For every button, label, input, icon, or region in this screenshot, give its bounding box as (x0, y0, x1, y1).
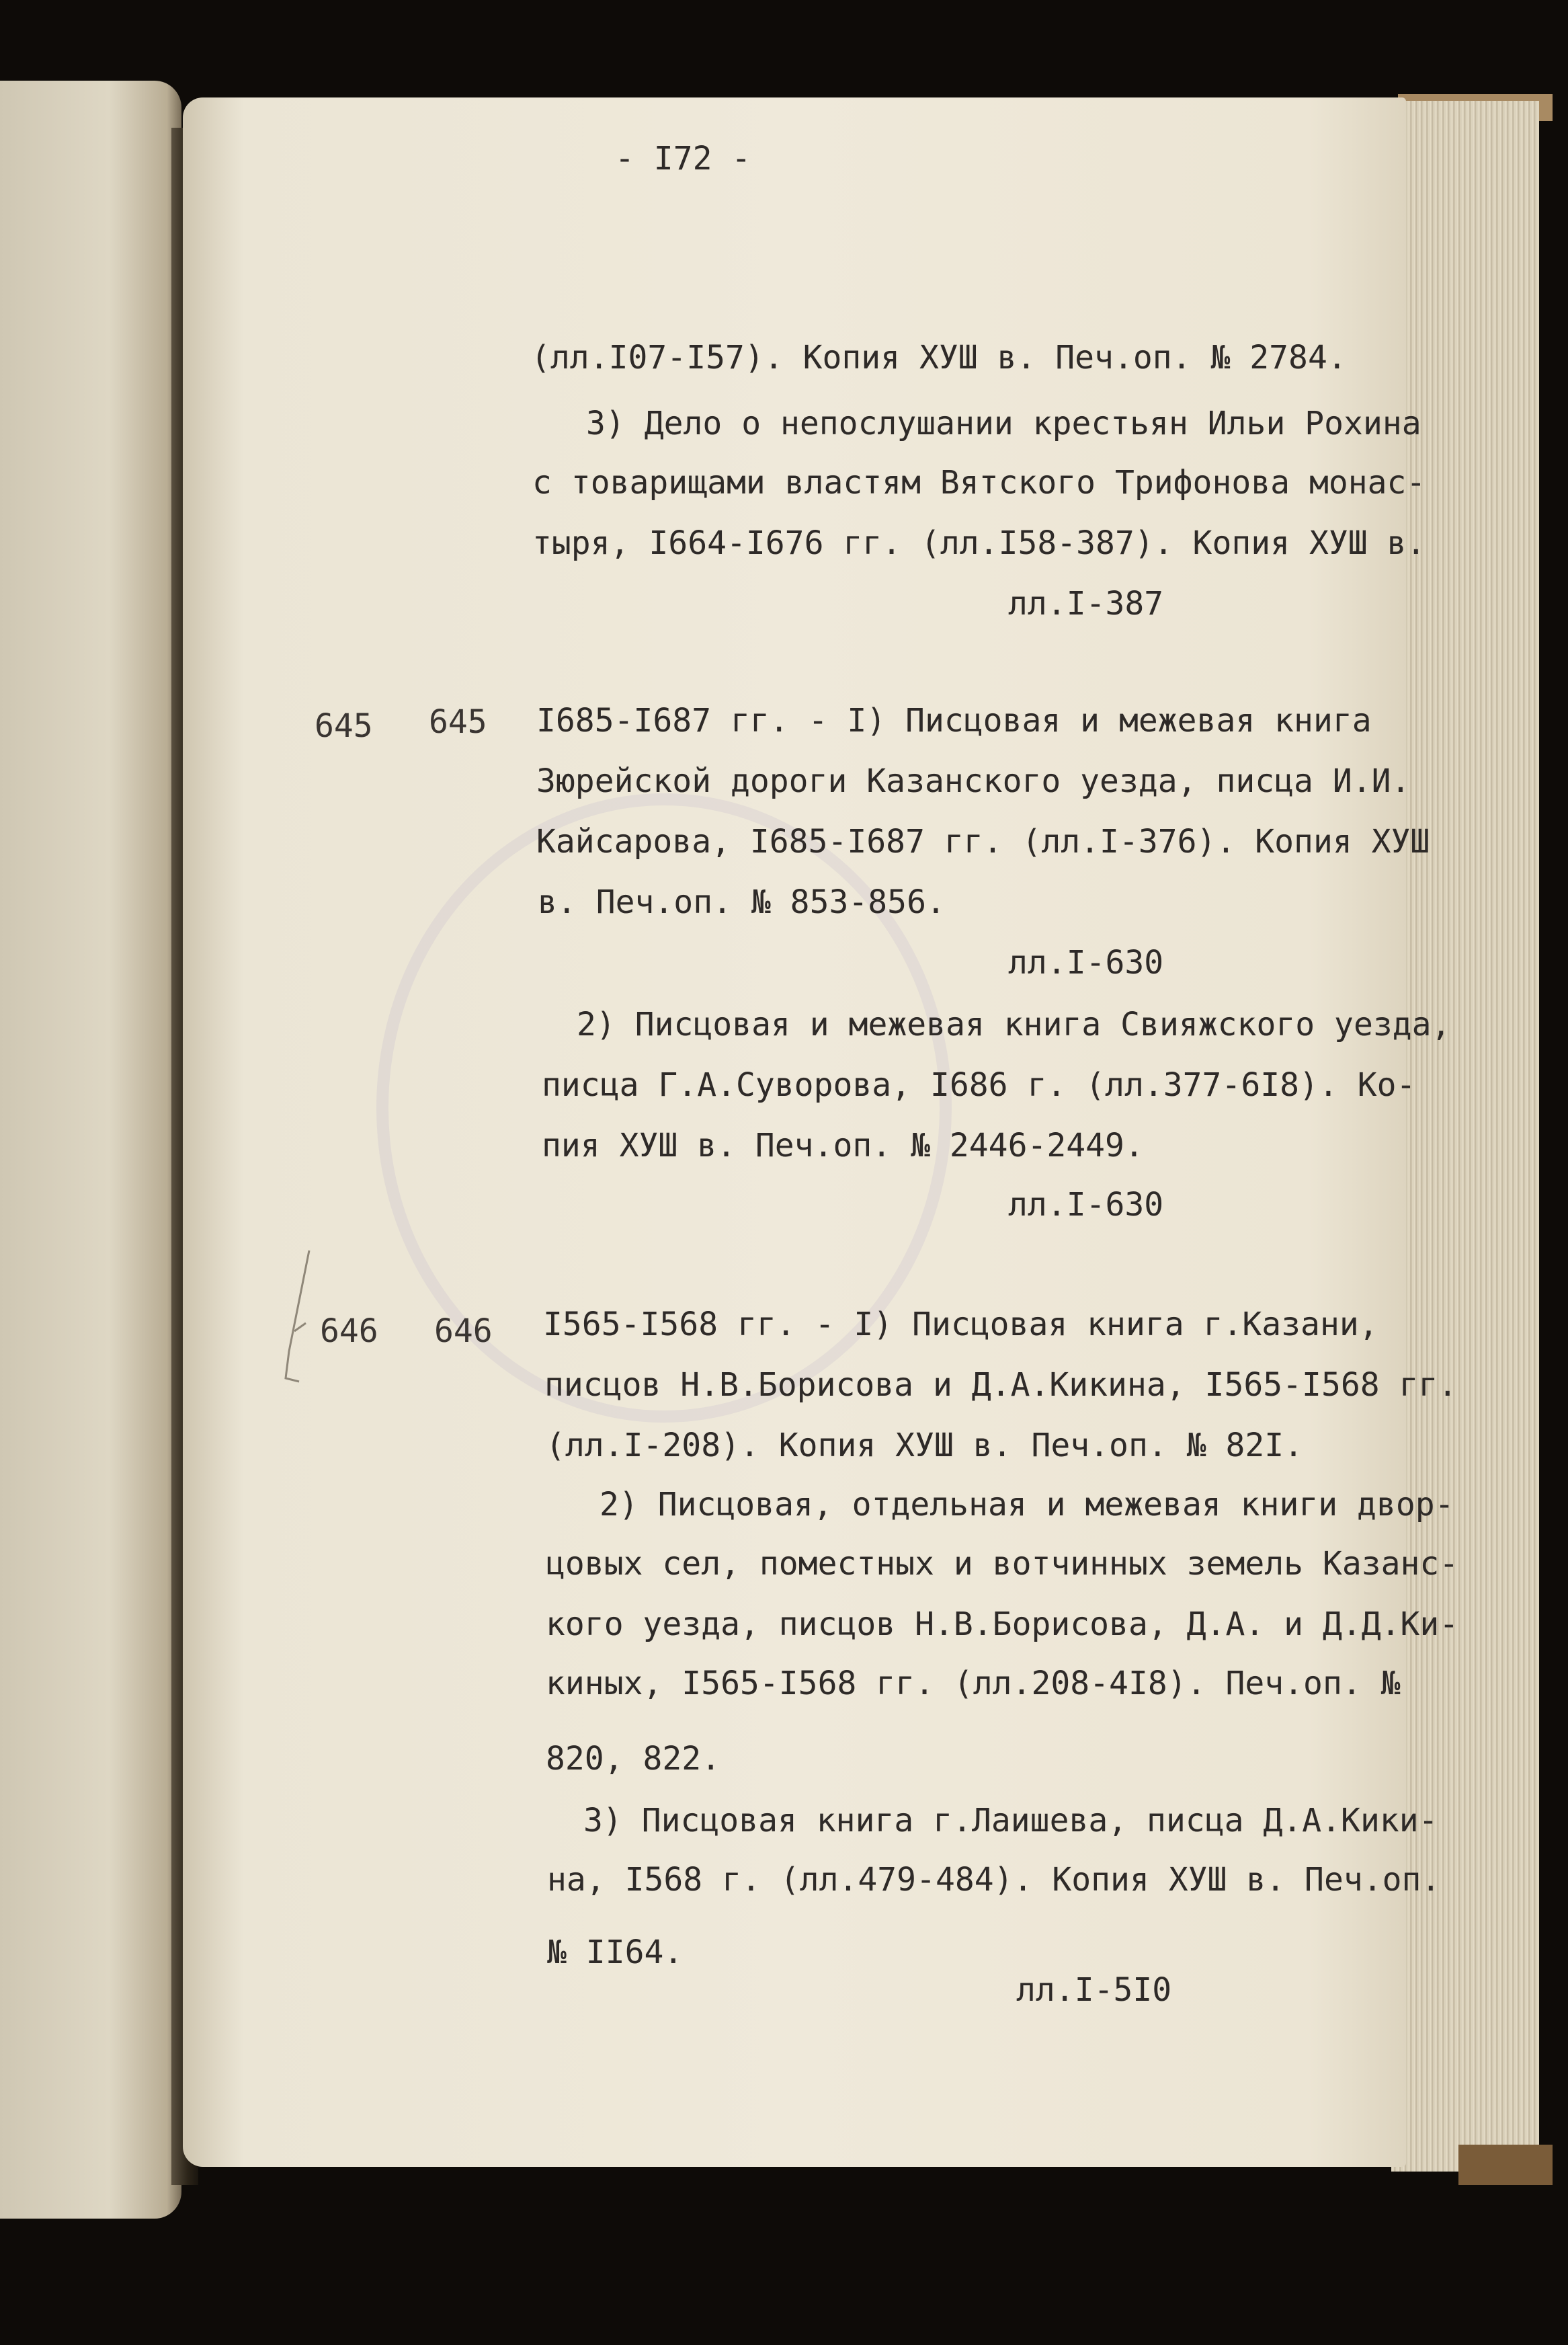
entry-646-line-4: 2) Писцовая, отдельная и межевая книги двор- (600, 1486, 1454, 1523)
entry-646-line-9: 3) Писцовая книга г.Лаишева, писца Д.А.Кики- (583, 1802, 1438, 1839)
continuation-line-1: (лл.I07-I57). Копия ХУШ в. Печ.оп. № 2784. (531, 339, 1347, 376)
entry-646-line-2: писцов Н.В.Борисова и Д.А.Кикина, I565-I568 гг. (544, 1366, 1458, 1404)
continuation-line-2: 3) Дело о непослушании крестьян Ильи Рохина (586, 405, 1421, 442)
entry-645-item-2-line-2: писца Г.А.Суворова, I686 г. (лл.377-6I8). Ко- (542, 1066, 1416, 1104)
left-page (0, 81, 181, 2219)
entry-645-line-3: Кайсарова, I685-I687 гг. (лл.I-376). Копия ХУШ (536, 823, 1430, 861)
entry-646-line-1: I565-I568 гг. - I) Писцовая книга г.Казани, (543, 1306, 1378, 1343)
entry-645-line-1: I685-I687 гг. - I) Писцовая и межевая книга (536, 702, 1372, 740)
continuation-line-3: с товарищами властям Вятского Трифонова монас- (532, 464, 1426, 502)
entry-646-sheets: лл.I-5I0 (1016, 1971, 1172, 2009)
entry-645-sheets-2: лл.I-630 (1008, 1186, 1164, 1224)
entry-646-number: 646 (434, 1312, 493, 1350)
entry-646-line-7: киных, I565-I568 гг. (лл.208-4I8). Печ.оп. № (546, 1665, 1401, 1702)
entry-646-margin-number: 646 (320, 1312, 378, 1350)
entry-645-line-4: в. Печ.оп. № 853-856. (538, 883, 946, 921)
entry-646-line-3: (лл.I-208). Копия ХУШ в. Печ.оп. № 82I. (546, 1427, 1304, 1464)
entry-646-line-10: на, I568 г. (лл.479-484). Копия ХУШ в. Печ.оп. (547, 1861, 1441, 1899)
entry-646-line-8: 820, 822. (546, 1740, 721, 1778)
entry-646-line-6: кого уезда, писцов Н.В.Борисова, Д.А. и Д.Д.Ки- (546, 1605, 1459, 1643)
entry-645-item-2-line-1: 2) Писцовая и межевая книга Свияжского уезда, (577, 1006, 1451, 1043)
cover-edge-bottom (1458, 2145, 1553, 2185)
page-number: - I72 - (615, 140, 751, 177)
entry-645-margin-number: 645 (315, 707, 373, 745)
entry-645-item-2-line-3: пия ХУШ в. Печ.оп. № 2446-2449. (542, 1127, 1144, 1164)
continuation-line-4: тыря, I664-I676 гг. (лл.I58-387). Копия ХУШ в. (532, 524, 1426, 562)
continuation-sheets: лл.I-387 (1008, 585, 1164, 623)
entry-645-sheets-1: лл.I-630 (1008, 944, 1164, 982)
entry-645-number: 645 (429, 703, 487, 741)
entry-646-line-5: цовых сел, поместных и вотчинных земель Казанс- (546, 1545, 1459, 1583)
entry-646-line-11: № II64. (547, 1934, 684, 1971)
entry-645-line-2: Зюрейской дороги Казанского уезда, писца И.И. (536, 762, 1411, 800)
